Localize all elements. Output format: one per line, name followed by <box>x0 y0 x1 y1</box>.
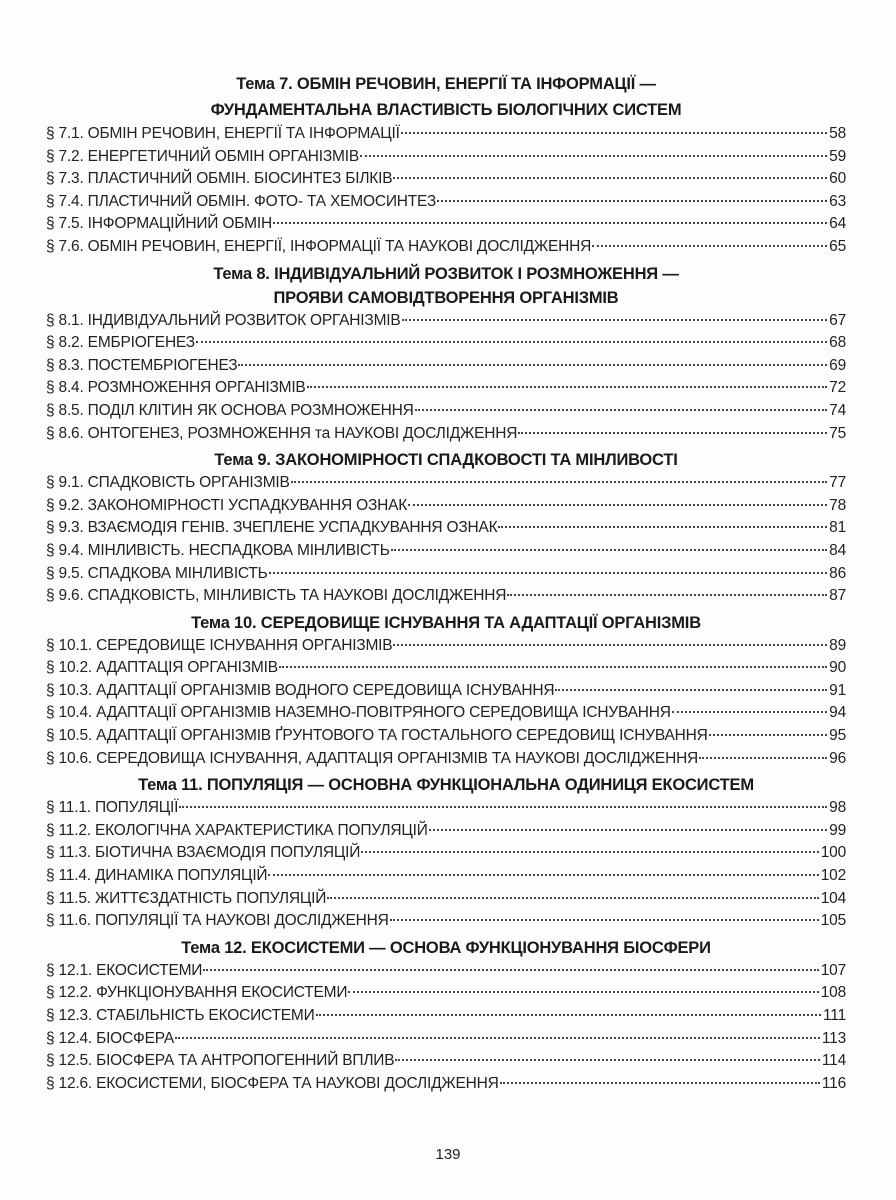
dotted-leader <box>361 851 819 853</box>
toc-entry <box>46 472 846 495</box>
toc-entry <box>46 748 846 771</box>
section-entries <box>46 310 846 446</box>
entry-page-number: 64 <box>829 215 846 233</box>
section-title: Тема 11. ПОПУЛЯЦІЯ — ОСНОВНА ФУНКЦІОНАЛЬНА ОДИНИЦЯ ЕКОСИСТЕМ <box>138 776 754 795</box>
entry-page-number: 98 <box>829 799 846 817</box>
toc-entry <box>46 123 846 146</box>
dotted-leader <box>273 222 827 224</box>
entry-page-number: 107 <box>820 961 846 979</box>
entry-page-number: 113 <box>821 1029 846 1047</box>
entry-label: § 9.5. СПАДКОВА МІНЛИВІСТЬ <box>46 564 268 582</box>
toc-entry <box>46 213 846 236</box>
entry-label: § 8.3. ПОСТЕМБРІОГЕНЕЗ <box>46 356 238 374</box>
entry-page-number: 59 <box>829 147 846 165</box>
entry-page-number: 100 <box>820 844 846 862</box>
entry-label: § 8.1. ІНДИВІДУАЛЬНИЙ РОЗВИТОК ОРГАНІЗМІВ <box>46 311 401 329</box>
entry-page-number: 81 <box>829 519 846 537</box>
entry-page-number: 58 <box>829 125 846 142</box>
section-entries <box>46 123 846 259</box>
dotted-leader <box>390 919 819 921</box>
dotted-leader <box>279 666 827 668</box>
dotted-leader <box>393 644 827 646</box>
entry-label: § 9.1. СПАДКОВІСТЬ ОРГАНІЗМІВ <box>46 474 290 492</box>
dotted-leader <box>291 481 827 483</box>
section-title: Тема 9. ЗАКОНОМІРНОСТІ СПАДКОВОСТІ ТА МІНЛИВОСТІ <box>214 451 678 470</box>
dotted-leader <box>500 1082 820 1084</box>
entry-label: § 11.5. ЖИТТЄЗДАТНІСТЬ ПОПУЛЯЦІЙ <box>46 889 327 907</box>
toc-entry <box>46 563 846 586</box>
table-of-contents <box>46 71 846 1098</box>
entry-page-number: 94 <box>829 704 846 722</box>
entry-page-number: 67 <box>829 311 846 329</box>
toc-entry <box>46 960 846 983</box>
page-number: 139 <box>435 1146 461 1163</box>
toc-section <box>46 262 846 446</box>
entry-page-number: 65 <box>829 237 846 255</box>
section-entries <box>46 472 846 608</box>
entry-page-number: 86 <box>829 564 846 582</box>
entry-page-number: 95 <box>829 727 846 745</box>
entry-label: § 12.1. ЕКОСИСТЕМИ <box>46 961 203 979</box>
toc-entry <box>46 842 846 865</box>
toc-entry <box>46 377 846 400</box>
dotted-leader <box>307 386 828 388</box>
dotted-leader <box>196 341 827 343</box>
entry-page-number: 102 <box>820 867 846 885</box>
toc-entry <box>46 797 846 820</box>
section-title: ФУНДАМЕНТАЛЬНА ВЛАСТИВІСТЬ БІОЛОГІЧНИХ СИСТЕМ <box>210 101 682 119</box>
entry-label: § 11.3. БІОТИЧНА ВЗАЄМОДІЯ ПОПУЛЯЦІЙ <box>46 844 361 862</box>
entry-label: § 7.6. ОБМІН РЕЧОВИН, ЕНЕРГІЇ, ІНФОРМАЦІЇ ТА НАУКОВІ ДОСЛІДЖЕННЯ <box>46 237 592 255</box>
toc-entry <box>46 680 846 703</box>
toc-section <box>46 936 846 1096</box>
toc-entry <box>46 702 846 725</box>
toc-entry <box>46 910 846 933</box>
entry-label: § 10.5. АДАПТАЦІЇ ОРГАНІЗМІВ ҐРУНТОВОГО ТА ГОСТАЛЬНОГО СЕРЕДОВИЩ ІСНУВАННЯ <box>46 727 708 745</box>
toc-entry <box>46 540 846 563</box>
entry-label: § 10.3. АДАПТАЦІЇ ОРГАНІЗМІВ ВОДНОГО СЕРЕДОВИЩА ІСНУВАННЯ <box>46 681 555 699</box>
toc-entry <box>46 517 846 540</box>
dotted-leader <box>393 177 827 179</box>
entry-page-number: 105 <box>820 912 846 930</box>
toc-section <box>46 448 846 608</box>
entry-page-number: 68 <box>829 334 846 352</box>
entry-page-number: 89 <box>829 636 846 654</box>
entry-page-number: 77 <box>829 474 846 492</box>
toc-entry <box>46 1073 846 1096</box>
entry-label: § 9.6. СПАДКОВІСТЬ, МІНЛИВІСТЬ ТА НАУКОВІ ДОСЛІДЖЕННЯ <box>46 587 507 605</box>
toc-entry <box>46 146 846 169</box>
entry-label: § 10.4. АДАПТАЦІЇ ОРГАНІЗМІВ НАЗЕМНО-ПОВІТРЯНОГО СЕРЕДОВИЩА ІСНУВАННЯ <box>46 704 671 722</box>
entry-page-number: 96 <box>829 749 846 767</box>
toc-entry <box>46 820 846 843</box>
toc-entry <box>46 423 846 446</box>
toc-entry <box>46 1050 846 1073</box>
entry-label: § 7.4. ПЛАСТИЧНИЙ ОБМІН. ФОТО- ТА ХЕМОСИНТЕЗ <box>46 192 436 210</box>
entry-page-number: 74 <box>829 401 846 419</box>
dotted-leader <box>316 1014 821 1016</box>
entry-page-number: 75 <box>829 424 846 442</box>
dotted-leader <box>498 526 827 528</box>
toc-section <box>46 611 846 771</box>
dotted-leader <box>401 132 827 134</box>
entry-page-number: 87 <box>829 587 846 605</box>
entry-label: § 12.6. ЕКОСИСТЕМИ, БІОСФЕРА ТА НАУКОВІ ДОСЛІДЖЕННЯ <box>46 1074 499 1092</box>
entry-page-number: 91 <box>829 681 846 699</box>
dotted-leader <box>203 969 819 971</box>
entry-page-number: 90 <box>829 659 846 677</box>
toc-section <box>46 773 846 933</box>
dotted-leader <box>269 572 828 574</box>
entry-page-number: 116 <box>821 1074 846 1092</box>
entry-page-number: 114 <box>821 1052 846 1070</box>
section-title: Тема 8. ІНДИВІДУАЛЬНИЙ РОЗВИТОК І РОЗМНОЖЕННЯ — <box>213 264 679 283</box>
entry-label: § 9.4. МІНЛИВІСТЬ. НЕСПАДКОВА МІНЛИВІСТЬ <box>46 541 390 559</box>
entry-label: § 7.5. ІНФОРМАЦІЙНИЙ ОБМІН <box>46 215 272 233</box>
dotted-leader <box>175 1037 820 1039</box>
entry-page-number: 69 <box>829 356 846 374</box>
dotted-leader <box>518 432 827 434</box>
toc-entry <box>46 865 846 888</box>
toc-entry <box>46 657 846 680</box>
entry-label: § 12.2. ФУНКЦІОНУВАННЯ ЕКОСИСТЕМИ <box>46 984 348 1002</box>
toc-entry <box>46 982 846 1005</box>
dotted-leader <box>348 991 818 993</box>
entry-label: § 12.3. СТАБІЛЬНІСТЬ ЕКОСИСТЕМИ <box>46 1007 315 1024</box>
entry-page-number: 104 <box>820 889 846 907</box>
toc-entry <box>46 191 846 214</box>
entry-label: § 10.6. СЕРЕДОВИЩА ІСНУВАННЯ, АДАПТАЦІЯ ОРГАНІЗМІВ ТА НАУКОВІ ДОСЛІДЖЕННЯ <box>46 749 699 767</box>
entry-page-number: 111 <box>823 1007 846 1024</box>
dotted-leader <box>437 200 827 202</box>
entry-page-number: 99 <box>829 821 846 839</box>
dotted-leader <box>360 155 827 157</box>
dotted-leader <box>268 874 818 876</box>
dotted-leader <box>327 897 819 899</box>
toc-entry <box>46 888 846 911</box>
dotted-leader <box>429 829 827 831</box>
entry-label: § 9.2. ЗАКОНОМІРНОСТІ УСПАДКУВАННЯ ОЗНАК <box>46 496 408 514</box>
dotted-leader <box>592 245 827 247</box>
toc-entry <box>46 585 846 608</box>
entry-page-number: 63 <box>829 192 846 210</box>
entry-label: § 7.3. ПЛАСТИЧНИЙ ОБМІН. БІОСИНТЕЗ БІЛКІВ <box>46 170 393 188</box>
toc-entry <box>46 236 846 259</box>
dotted-leader <box>408 504 827 506</box>
toc-entry <box>46 310 846 333</box>
section-entries <box>46 635 846 771</box>
entry-label: § 7.1. ОБМІН РЕЧОВИН, ЕНЕРГІЇ ТА ІНФОРМАЦІЇ <box>46 125 400 142</box>
toc-entry <box>46 168 846 191</box>
toc-entry <box>46 332 846 355</box>
dotted-leader <box>699 757 827 759</box>
dotted-leader <box>402 319 828 321</box>
entry-label: § 8.6. ОНТОГЕНЕЗ, РОЗМНОЖЕННЯ та НАУКОВІ ДОСЛІДЖЕННЯ <box>46 424 518 442</box>
entry-page-number: 84 <box>829 541 846 559</box>
toc-entry <box>46 1028 846 1051</box>
section-title: Тема 12. ЕКОСИСТЕМИ — ОСНОВА ФУНКЦІОНУВАННЯ БІОСФЕРИ <box>181 938 711 957</box>
entry-label: § 8.2. ЕМБРІОГЕНЕЗ <box>46 334 195 352</box>
toc-entry <box>46 495 846 518</box>
section-title: Тема 7. ОБМІН РЕЧОВИН, ЕНЕРГІЇ ТА ІНФОРМАЦІЇ — <box>236 75 656 93</box>
toc-entry <box>46 1005 846 1028</box>
entry-page-number: 72 <box>829 379 846 397</box>
toc-entry <box>46 355 846 378</box>
dotted-leader <box>555 689 827 691</box>
dotted-leader <box>672 711 827 713</box>
entry-label: § 11.6. ПОПУЛЯЦІЇ ТА НАУКОВІ ДОСЛІДЖЕННЯ <box>46 912 389 930</box>
toc-entry <box>46 400 846 423</box>
toc-entry <box>46 725 846 748</box>
entry-label: § 11.2. ЕКОЛОГІЧНА ХАРАКТЕРИСТИКА ПОПУЛЯЦІЙ <box>46 821 428 839</box>
entry-page-number: 78 <box>829 496 846 514</box>
dotted-leader <box>238 364 827 366</box>
entry-label: § 8.4. РОЗМНОЖЕННЯ ОРГАНІЗМІВ <box>46 379 306 397</box>
section-entries <box>46 960 846 1096</box>
section-title: Тема 10. СЕРЕДОВИЩЕ ІСНУВАННЯ ТА АДАПТАЦІЇ ОРГАНІЗМІВ <box>191 613 701 632</box>
section-entries <box>46 797 846 933</box>
entry-page-number: 60 <box>829 170 846 188</box>
entry-label: § 11.4. ДИНАМІКА ПОПУЛЯЦІЙ <box>46 867 268 885</box>
dotted-leader <box>415 409 828 411</box>
entry-label: § 11.1. ПОПУЛЯЦІЇ <box>46 799 179 817</box>
toc-entry <box>46 635 846 658</box>
section-title: ПРОЯВИ САМОВІДТВОРЕННЯ ОРГАНІЗМІВ <box>273 288 619 307</box>
dotted-leader <box>709 734 828 736</box>
entry-label: § 10.2. АДАПТАЦІЯ ОРГАНІЗМІВ <box>46 659 278 677</box>
dotted-leader <box>507 594 827 596</box>
entry-label: § 8.5. ПОДІЛ КЛІТИН ЯК ОСНОВА РОЗМНОЖЕННЯ <box>46 401 414 419</box>
toc-section <box>46 71 846 259</box>
entry-label: § 12.5. БІОСФЕРА ТА АНТРОПОГЕННИЙ ВПЛИВ <box>46 1052 395 1070</box>
entry-label: § 10.1. СЕРЕДОВИЩЕ ІСНУВАННЯ ОРГАНІЗМІВ <box>46 636 393 654</box>
dotted-leader <box>391 549 827 551</box>
entry-label: § 9.3. ВЗАЄМОДІЯ ГЕНІВ. ЗЧЕПЛЕНЕ УСПАДКУВАННЯ ОЗНАК <box>46 519 498 537</box>
dotted-leader <box>395 1059 819 1061</box>
entry-label: § 12.4. БІОСФЕРА <box>46 1029 174 1047</box>
entry-page-number: 108 <box>820 984 846 1002</box>
dotted-leader <box>179 806 827 808</box>
entry-label: § 7.2. ЕНЕРГЕТИЧНИЙ ОБМІН ОРГАНІЗМІВ <box>46 147 360 165</box>
